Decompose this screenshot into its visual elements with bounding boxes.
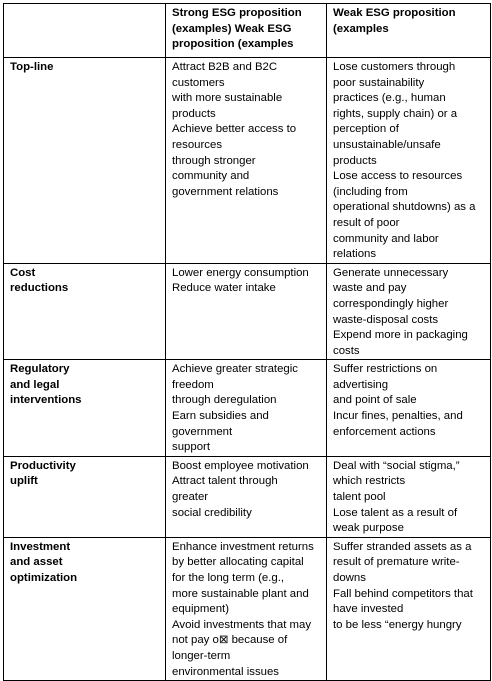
- cell-line: and point of sale: [333, 394, 417, 407]
- row-label: Regulatory: [10, 363, 70, 376]
- row-label-cell: [4, 537, 166, 680]
- cell-line: Attract B2B and B2C: [172, 61, 278, 73]
- cell-line: through stronger: [172, 154, 256, 167]
- cell-line: waste-disposal costs: [333, 313, 439, 326]
- cell-line: Achieve better access to: [172, 123, 297, 136]
- cell-line: weak purpose: [333, 522, 404, 535]
- cell-line: result of premature write-: [333, 556, 460, 569]
- row-label-cell: [4, 58, 166, 264]
- weak-cell: [327, 360, 491, 457]
- header-line: proposition (examples: [172, 38, 294, 51]
- cell-line: products: [333, 154, 377, 167]
- cell-line: Suffer restrictions on: [333, 363, 438, 376]
- table-header-row: [4, 4, 491, 58]
- cell-line: Earn subsidies and: [172, 410, 269, 423]
- cell-line: Attract talent through: [172, 475, 278, 488]
- cell-line: to be less “energy hungry: [333, 618, 462, 631]
- row-label: interventions: [10, 394, 82, 407]
- row-label: Cost: [10, 266, 36, 279]
- table-row: [4, 263, 491, 360]
- cell-line: Fall behind competitors that: [333, 587, 473, 600]
- row-label: and asset: [10, 556, 63, 569]
- weak-cell: [327, 537, 491, 680]
- cell-line: waste and pay: [333, 282, 407, 295]
- strong-cell: [166, 456, 327, 537]
- row-label: Productivity: [10, 459, 76, 472]
- cell-line: with more sustainable: [172, 92, 283, 105]
- cell-line: Lose talent as a result of: [333, 506, 458, 519]
- cell-line: Suffer stranded assets as a: [333, 540, 472, 553]
- cell-line: by better allocating capital: [172, 556, 304, 569]
- cell-line: have invested: [333, 603, 404, 616]
- cell-line: Deal with “social stigma,”: [333, 459, 460, 472]
- cell-line: Generate unnecessary: [333, 266, 449, 279]
- row-label: and legal: [10, 378, 60, 391]
- strong-cell: [166, 58, 327, 264]
- cell-line: relations: [333, 248, 377, 261]
- cell-line: Boost employee motivation: [172, 459, 309, 472]
- cell-line: more sustainable plant and: [172, 587, 309, 600]
- table-row: [4, 456, 491, 537]
- cell-line: Avoid investments that may: [172, 618, 312, 631]
- cell-line: poor sustainability: [333, 76, 425, 89]
- cell-line: through deregulation: [172, 394, 277, 407]
- cell-line: for the long term (e.g.,: [172, 572, 285, 584]
- table-row: [4, 537, 491, 680]
- cell-line: longer-term: [172, 649, 231, 662]
- cell-line: advertising: [333, 378, 389, 391]
- cell-line: resources: [172, 138, 223, 151]
- cell-line: customers: [172, 76, 225, 89]
- table-row: [4, 58, 491, 264]
- cell-line: talent pool: [333, 491, 386, 504]
- cell-line: Expend more in packaging: [333, 329, 468, 342]
- strong-cell: [166, 360, 327, 457]
- cell-line: equipment): [172, 603, 229, 616]
- cell-line: products: [172, 107, 216, 120]
- row-label: Investment: [10, 540, 71, 553]
- cell-line: correspondingly higher: [333, 297, 449, 310]
- row-label: optimization: [10, 572, 78, 584]
- strong-cell: [166, 537, 327, 680]
- cell-line: community and: [172, 170, 250, 183]
- cell-line: Enhance investment returns: [172, 540, 314, 553]
- header-line: Strong ESG proposition: [172, 7, 302, 19]
- row-label-cell: [4, 360, 166, 457]
- row-label-cell: [4, 456, 166, 537]
- cell-line: practices (e.g., human: [333, 92, 446, 105]
- row-label: uplift: [10, 475, 38, 488]
- cell-line: not pay o⊠ because of: [172, 634, 288, 647]
- header-line: (examples: [333, 22, 389, 35]
- cell-line: government relations: [172, 185, 279, 198]
- header-cell-empty: [4, 4, 166, 58]
- header-line: (examples) Weak ESG: [172, 22, 292, 35]
- cell-line: enforcement actions: [333, 425, 436, 438]
- cell-line: (including from: [333, 185, 408, 198]
- cell-line: environmental issues: [172, 665, 279, 678]
- cell-line: Lower energy consumption: [172, 266, 309, 279]
- cell-line: operational shutdowns) as a: [333, 201, 476, 214]
- row-label: reductions: [10, 282, 69, 295]
- cell-line: support: [172, 441, 210, 454]
- cell-line: unsustainable/unsafe: [333, 138, 441, 151]
- table-row: [4, 360, 491, 457]
- cell-line: downs: [333, 572, 366, 584]
- cell-line: freedom: [172, 378, 214, 391]
- cell-line: Incur fines, penalties, and: [333, 410, 463, 423]
- header-cell-weak: [327, 4, 491, 58]
- cell-line: social credibility: [172, 506, 252, 519]
- strong-cell: [166, 263, 327, 360]
- cell-line: greater: [172, 491, 209, 504]
- row-label: Top-line: [10, 61, 54, 73]
- weak-cell: [327, 456, 491, 537]
- cell-line: costs: [333, 344, 360, 357]
- weak-cell: [327, 58, 491, 264]
- esg-proposition-table: [3, 3, 491, 681]
- header-cell-strong: [166, 4, 327, 58]
- cell-line: perception of: [333, 123, 399, 136]
- cell-line: result of poor: [333, 216, 400, 229]
- cell-line: community and labor: [333, 232, 439, 245]
- cell-line: Lose access to resources: [333, 170, 463, 183]
- cell-line: Reduce water intake: [172, 282, 276, 295]
- header-line: Weak ESG proposition: [333, 7, 456, 19]
- weak-cell: [327, 263, 491, 360]
- cell-line: which restricts: [333, 475, 406, 488]
- cell-line: Achieve greater strategic: [172, 363, 298, 376]
- cell-line: government: [172, 425, 233, 438]
- cell-line: rights, supply chain) or a: [333, 107, 458, 120]
- cell-line: Lose customers through: [333, 61, 456, 73]
- row-label-cell: [4, 263, 166, 360]
